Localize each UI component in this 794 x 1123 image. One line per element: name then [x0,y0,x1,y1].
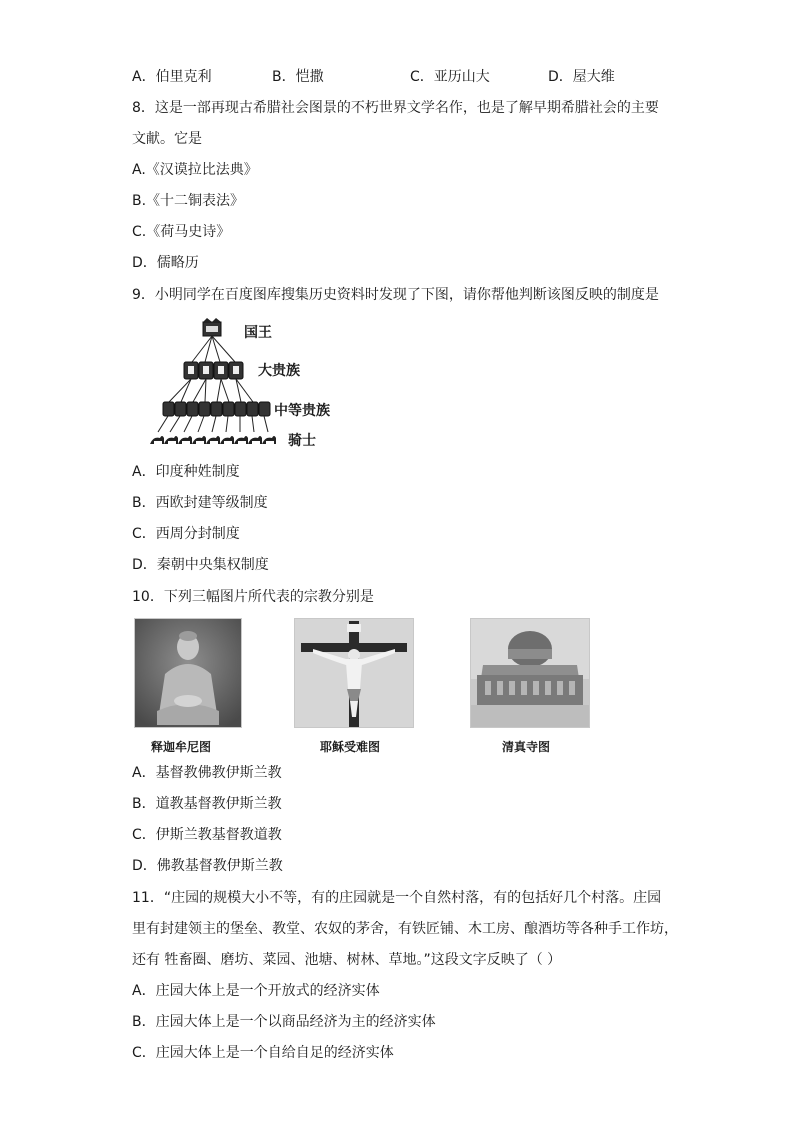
q10-option-c: C．伊斯兰教基督教道教 [132,827,282,843]
q10-option-a: A．基督教佛教伊斯兰教 [132,765,282,781]
caption-crucifixion: 耶稣受难图 [320,740,381,754]
mosque-photo [470,618,590,728]
diagram-label-great-nobles: 大贵族 [258,363,300,379]
q7-option-a: A．伯里克利 [132,69,212,85]
q10-stem: 10．下列三幅图片所代表的宗教分别是 [132,589,374,605]
buddha-photo [134,618,242,728]
q11-stem-line-1: 11．“庄园的规模大小不等，有的庄园就是一个自然村落，有的包括好几个村落。庄园 [132,890,662,906]
caption-buddha: 释迦牟尼图 [151,740,212,754]
q11-option-c: C．庄园大体上是一个自给自足的经济实体 [132,1045,394,1061]
q9-option-c: C．西周分封制度 [132,526,240,542]
q7-option-d: D．屋大维 [548,69,615,85]
knight-rider-icons [150,436,276,444]
crown-icon [203,318,221,336]
diagram-label-knights: 骑士 [288,433,316,449]
q8-stem-line-1: 8．这是一部再现古希腊社会图景的不朽世界文学名作，也是了解早期希腊社会的主要 [132,100,659,116]
q9-option-b: B．西欧封建等级制度 [132,495,268,511]
diagram-label-king: 国王 [244,325,272,341]
q8-option-c: C.《荷马史诗》 [132,224,231,240]
q9-option-d: D．秦朝中央集权制度 [132,557,269,573]
q7-option-b: B．恺撒 [272,69,324,85]
q8-stem-line-2: 文献。它是 [132,131,202,147]
q8-option-d: D．儒略历 [132,255,199,271]
diagram-label-middle-nobles: 中等贵族 [274,403,330,419]
q11-option-b: B．庄园大体上是一个以商品经济为主的经济实体 [132,1014,436,1030]
q11-stem-line-2: 里有封建领主的堡垒、教堂、农奴的茅舍，有铁匠铺、木工房、酿酒坊等各种手工作坊， [132,921,678,937]
q9-stem: 9．小明同学在百度图库搜集历史资料时发现了下图，请你帮他判断该图反映的制度是 [132,287,659,303]
q7-option-c: C．亚历山大 [410,69,490,85]
q8-option-a: A.《汉谟拉比法典》 [132,162,258,178]
q10-option-b: B．道教基督教伊斯兰教 [132,796,282,812]
middle-noble-shield-icons [163,402,270,416]
crucifix-photo [294,618,414,728]
q9-option-a: A．印度种姓制度 [132,464,240,480]
caption-mosque: 清真寺图 [502,740,551,754]
q11-stem-line-3: 还有 牲畜圈、磨坊、菜园、池塘、树林、草地。”这段文字反映了（ ） [132,952,562,968]
q11-option-a: A．庄园大体上是一个开放式的经济实体 [132,983,380,999]
q10-option-d: D．佛教基督教伊斯兰教 [132,858,283,874]
q8-option-b: B.《十二铜表法》 [132,193,245,209]
